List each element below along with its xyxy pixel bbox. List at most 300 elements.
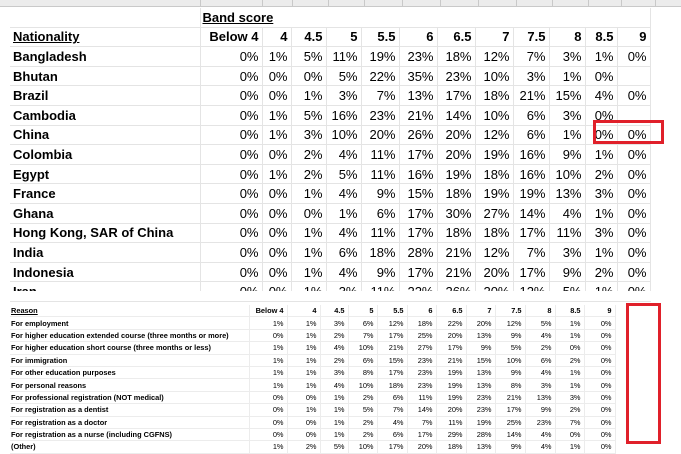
- value-cell[interactable]: 1%: [287, 342, 320, 354]
- value-cell[interactable]: 6%: [361, 203, 399, 223]
- value-cell[interactable]: 9%: [495, 329, 525, 341]
- value-cell[interactable]: 12%: [475, 47, 513, 67]
- value-cell[interactable]: 4%: [326, 184, 361, 204]
- value-cell[interactable]: 0%: [584, 391, 615, 403]
- value-cell[interactable]: 0%: [200, 243, 262, 263]
- value-cell[interactable]: 4%: [326, 145, 361, 165]
- reason-cell[interactable]: (Other): [10, 441, 249, 453]
- value-cell[interactable]: 1%: [291, 243, 326, 263]
- value-cell[interactable]: 2%: [348, 416, 377, 428]
- value-cell[interactable]: 0%: [617, 47, 650, 67]
- value-cell[interactable]: 0%: [200, 262, 262, 282]
- value-cell[interactable]: 20%: [436, 329, 466, 341]
- value-cell[interactable]: 0%: [584, 416, 615, 428]
- value-cell[interactable]: 14%: [495, 428, 525, 440]
- score-header[interactable]: 5: [326, 27, 361, 47]
- value-cell[interactable]: 16%: [513, 164, 549, 184]
- score-header[interactable]: 6: [399, 27, 437, 47]
- value-cell[interactable]: 1%: [555, 317, 584, 329]
- value-cell[interactable]: 1%: [262, 105, 291, 125]
- nationality-cell[interactable]: Indonesia: [10, 262, 200, 282]
- reason-cell[interactable]: For employment: [10, 317, 249, 329]
- score-header[interactable]: 4.5: [320, 305, 348, 317]
- value-cell[interactable]: [617, 66, 650, 86]
- value-cell[interactable]: 10%: [326, 125, 361, 145]
- value-cell[interactable]: 20%: [437, 145, 475, 165]
- value-cell[interactable]: 19%: [436, 366, 466, 378]
- value-cell[interactable]: 35%: [399, 66, 437, 86]
- value-cell[interactable]: 11%: [361, 164, 399, 184]
- value-cell[interactable]: 23%: [361, 105, 399, 125]
- value-cell[interactable]: 0%: [287, 416, 320, 428]
- reason-header[interactable]: Reason: [10, 305, 249, 317]
- value-cell[interactable]: 0%: [585, 105, 617, 125]
- value-cell[interactable]: 15%: [377, 354, 407, 366]
- value-cell[interactable]: 27%: [475, 203, 513, 223]
- value-cell[interactable]: 7%: [513, 243, 549, 263]
- value-cell[interactable]: 4%: [320, 379, 348, 391]
- nationality-cell[interactable]: Cambodia: [10, 105, 200, 125]
- value-cell[interactable]: 0%: [249, 404, 287, 416]
- value-cell[interactable]: 1%: [585, 203, 617, 223]
- value-cell[interactable]: 1%: [555, 366, 584, 378]
- value-cell[interactable]: 18%: [437, 47, 475, 67]
- score-header[interactable]: 7.5: [495, 305, 525, 317]
- value-cell[interactable]: 20%: [437, 125, 475, 145]
- value-cell[interactable]: 18%: [437, 223, 475, 243]
- value-cell[interactable]: 17%: [399, 223, 437, 243]
- value-cell[interactable]: 2%: [348, 428, 377, 440]
- value-cell[interactable]: 1%: [320, 428, 348, 440]
- value-cell[interactable]: 3%: [549, 105, 585, 125]
- value-cell[interactable]: 3%: [320, 366, 348, 378]
- value-cell[interactable]: 0%: [262, 203, 291, 223]
- reason-cell[interactable]: For professional registration (NOT medical): [10, 391, 249, 403]
- value-cell[interactable]: 6%: [348, 354, 377, 366]
- score-header[interactable]: 7: [475, 27, 513, 47]
- value-cell[interactable]: 15%: [399, 184, 437, 204]
- value-cell[interactable]: 3%: [291, 125, 326, 145]
- value-cell[interactable]: 18%: [475, 223, 513, 243]
- value-cell[interactable]: 0%: [200, 47, 262, 67]
- value-cell[interactable]: 10%: [348, 441, 377, 453]
- value-cell[interactable]: 5%: [320, 441, 348, 453]
- value-cell[interactable]: 1%: [249, 317, 287, 329]
- value-cell[interactable]: 0%: [262, 86, 291, 106]
- value-cell[interactable]: 16%: [399, 164, 437, 184]
- value-cell[interactable]: 3%: [525, 379, 555, 391]
- value-cell[interactable]: 20%: [466, 317, 495, 329]
- value-cell[interactable]: 3%: [549, 47, 585, 67]
- value-cell[interactable]: 23%: [466, 391, 495, 403]
- value-cell[interactable]: 23%: [407, 379, 436, 391]
- value-cell[interactable]: 1%: [262, 125, 291, 145]
- nationality-cell[interactable]: Hong Kong, SAR of China: [10, 223, 200, 243]
- value-cell[interactable]: 6%: [513, 105, 549, 125]
- score-header[interactable]: Below 4: [249, 305, 287, 317]
- value-cell[interactable]: 0%: [262, 145, 291, 165]
- value-cell[interactable]: 23%: [407, 354, 436, 366]
- value-cell[interactable]: 1%: [555, 379, 584, 391]
- value-cell[interactable]: 2%: [291, 145, 326, 165]
- score-header[interactable]: 4.5: [291, 27, 326, 47]
- value-cell[interactable]: 1%: [585, 243, 617, 263]
- value-cell[interactable]: 3%: [513, 66, 549, 86]
- value-cell[interactable]: 3%: [326, 86, 361, 106]
- value-cell[interactable]: 0%: [617, 86, 650, 106]
- value-cell[interactable]: 14%: [513, 203, 549, 223]
- value-cell[interactable]: 17%: [399, 203, 437, 223]
- value-cell[interactable]: 2%: [555, 404, 584, 416]
- value-cell[interactable]: 2%: [555, 354, 584, 366]
- value-cell[interactable]: 7%: [348, 329, 377, 341]
- score-header[interactable]: 7: [466, 305, 495, 317]
- value-cell[interactable]: 11%: [361, 145, 399, 165]
- value-cell[interactable]: 23%: [399, 47, 437, 67]
- value-cell[interactable]: 19%: [466, 416, 495, 428]
- value-cell[interactable]: 17%: [377, 366, 407, 378]
- value-cell[interactable]: 13%: [399, 86, 437, 106]
- value-cell[interactable]: 3%: [320, 317, 348, 329]
- value-cell[interactable]: 1%: [291, 262, 326, 282]
- value-cell[interactable]: 1%: [291, 184, 326, 204]
- value-cell[interactable]: 4%: [326, 223, 361, 243]
- value-cell[interactable]: 1%: [249, 342, 287, 354]
- value-cell[interactable]: 5%: [326, 66, 361, 86]
- value-cell[interactable]: 29%: [436, 428, 466, 440]
- value-cell[interactable]: 1%: [320, 391, 348, 403]
- value-cell[interactable]: 0%: [584, 379, 615, 391]
- value-cell[interactable]: 12%: [495, 317, 525, 329]
- value-cell[interactable]: 16%: [326, 105, 361, 125]
- value-cell[interactable]: 1%: [262, 47, 291, 67]
- nationality-cell[interactable]: Colombia: [10, 145, 200, 165]
- value-cell[interactable]: 0%: [617, 164, 650, 184]
- value-cell[interactable]: 17%: [399, 145, 437, 165]
- reason-cell[interactable]: For registration as a dentist: [10, 404, 249, 416]
- value-cell[interactable]: 0%: [262, 184, 291, 204]
- band-score-label[interactable]: Band score: [200, 8, 650, 27]
- value-cell[interactable]: 9%: [495, 366, 525, 378]
- value-cell[interactable]: 10%: [495, 354, 525, 366]
- value-cell[interactable]: 1%: [291, 86, 326, 106]
- value-cell[interactable]: 0%: [200, 66, 262, 86]
- value-cell[interactable]: 0%: [555, 428, 584, 440]
- value-cell[interactable]: 11%: [326, 47, 361, 67]
- nationality-cell[interactable]: Brazil: [10, 86, 200, 106]
- value-cell[interactable]: 1%: [249, 379, 287, 391]
- score-header[interactable]: 5.5: [377, 305, 407, 317]
- value-cell[interactable]: 2%: [291, 164, 326, 184]
- value-cell[interactable]: 20%: [361, 125, 399, 145]
- value-cell[interactable]: 5%: [525, 317, 555, 329]
- value-cell[interactable]: 7%: [407, 416, 436, 428]
- value-cell[interactable]: 1%: [249, 441, 287, 453]
- value-cell[interactable]: 1%: [326, 203, 361, 223]
- value-cell[interactable]: 1%: [585, 145, 617, 165]
- value-cell[interactable]: 7%: [361, 86, 399, 106]
- reason-cell[interactable]: For personal reasons: [10, 379, 249, 391]
- value-cell[interactable]: 20%: [407, 441, 436, 453]
- value-cell[interactable]: 3%: [555, 391, 584, 403]
- value-cell[interactable]: 4%: [525, 329, 555, 341]
- value-cell[interactable]: 1%: [249, 354, 287, 366]
- value-cell[interactable]: 2%: [585, 164, 617, 184]
- value-cell[interactable]: 8%: [495, 379, 525, 391]
- value-cell[interactable]: 3%: [585, 184, 617, 204]
- value-cell[interactable]: 1%: [287, 317, 320, 329]
- value-cell[interactable]: 4%: [525, 441, 555, 453]
- nationality-cell[interactable]: India: [10, 243, 200, 263]
- value-cell[interactable]: 0%: [262, 223, 291, 243]
- value-cell[interactable]: 0%: [555, 342, 584, 354]
- value-cell[interactable]: 1%: [287, 329, 320, 341]
- value-cell[interactable]: 20%: [475, 262, 513, 282]
- nationality-cell[interactable]: Bhutan: [10, 66, 200, 86]
- value-cell[interactable]: 19%: [436, 391, 466, 403]
- value-cell[interactable]: 19%: [475, 184, 513, 204]
- value-cell[interactable]: 12%: [377, 317, 407, 329]
- value-cell[interactable]: 28%: [399, 243, 437, 263]
- value-cell[interactable]: 27%: [407, 342, 436, 354]
- value-cell[interactable]: 1%: [585, 47, 617, 67]
- value-cell[interactable]: 23%: [466, 404, 495, 416]
- value-cell[interactable]: 19%: [361, 47, 399, 67]
- value-cell[interactable]: 0%: [585, 66, 617, 86]
- value-cell[interactable]: 1%: [262, 164, 291, 184]
- score-header[interactable]: 8.5: [555, 305, 584, 317]
- value-cell[interactable]: 0%: [584, 354, 615, 366]
- value-cell[interactable]: 0%: [584, 366, 615, 378]
- score-header[interactable]: 6: [407, 305, 436, 317]
- value-cell[interactable]: 5%: [326, 164, 361, 184]
- value-cell[interactable]: 17%: [495, 404, 525, 416]
- value-cell[interactable]: 0%: [200, 164, 262, 184]
- value-cell[interactable]: 1%: [320, 416, 348, 428]
- value-cell[interactable]: 17%: [399, 262, 437, 282]
- reason-cell[interactable]: For registration as a doctor: [10, 416, 249, 428]
- value-cell[interactable]: 2%: [585, 262, 617, 282]
- value-cell[interactable]: 0%: [584, 404, 615, 416]
- value-cell[interactable]: 9%: [466, 342, 495, 354]
- value-cell[interactable]: 6%: [525, 354, 555, 366]
- value-cell[interactable]: 9%: [525, 404, 555, 416]
- value-cell[interactable]: 6%: [348, 317, 377, 329]
- value-cell[interactable]: 13%: [466, 366, 495, 378]
- value-cell[interactable]: 5%: [291, 47, 326, 67]
- value-cell[interactable]: 0%: [249, 391, 287, 403]
- value-cell[interactable]: 0%: [617, 145, 650, 165]
- value-cell[interactable]: 9%: [549, 145, 585, 165]
- reason-cell[interactable]: For immigration: [10, 354, 249, 366]
- value-cell[interactable]: 11%: [407, 391, 436, 403]
- nationality-header[interactable]: Nationality: [10, 27, 200, 47]
- value-cell[interactable]: 0%: [262, 243, 291, 263]
- score-header[interactable]: 9: [617, 27, 650, 47]
- value-cell[interactable]: 18%: [361, 243, 399, 263]
- value-cell[interactable]: 15%: [466, 354, 495, 366]
- value-cell[interactable]: 1%: [249, 366, 287, 378]
- value-cell[interactable]: 10%: [475, 105, 513, 125]
- value-cell[interactable]: 7%: [555, 416, 584, 428]
- value-cell[interactable]: 4%: [377, 416, 407, 428]
- value-cell[interactable]: 10%: [348, 379, 377, 391]
- value-cell[interactable]: 18%: [436, 441, 466, 453]
- value-cell[interactable]: 21%: [399, 105, 437, 125]
- value-cell[interactable]: 30%: [437, 203, 475, 223]
- value-cell[interactable]: 10%: [549, 164, 585, 184]
- value-cell[interactable]: 13%: [466, 441, 495, 453]
- score-header[interactable]: 9: [584, 305, 615, 317]
- nationality-cell[interactable]: France: [10, 184, 200, 204]
- value-cell[interactable]: 0%: [584, 441, 615, 453]
- score-header[interactable]: 7.5: [513, 27, 549, 47]
- value-cell[interactable]: 5%: [495, 342, 525, 354]
- value-cell[interactable]: 18%: [475, 164, 513, 184]
- value-cell[interactable]: 18%: [377, 379, 407, 391]
- score-header[interactable]: 5.5: [361, 27, 399, 47]
- value-cell[interactable]: 0%: [584, 428, 615, 440]
- value-cell[interactable]: 0%: [249, 416, 287, 428]
- reason-cell[interactable]: For other education purposes: [10, 366, 249, 378]
- value-cell[interactable]: 0%: [200, 145, 262, 165]
- value-cell[interactable]: 21%: [437, 243, 475, 263]
- value-cell[interactable]: 9%: [361, 262, 399, 282]
- reason-cell[interactable]: For registration as a nurse (including CGFNS): [10, 428, 249, 440]
- value-cell[interactable]: 19%: [513, 184, 549, 204]
- value-cell[interactable]: 1%: [287, 379, 320, 391]
- value-cell[interactable]: 15%: [549, 86, 585, 106]
- value-cell[interactable]: 11%: [361, 223, 399, 243]
- score-header[interactable]: 4: [262, 27, 291, 47]
- value-cell[interactable]: 13%: [466, 379, 495, 391]
- value-cell[interactable]: 0%: [291, 203, 326, 223]
- value-cell[interactable]: 18%: [437, 184, 475, 204]
- value-cell[interactable]: 1%: [555, 329, 584, 341]
- value-cell[interactable]: 13%: [466, 329, 495, 341]
- value-cell[interactable]: 1%: [287, 366, 320, 378]
- value-cell[interactable]: 0%: [200, 105, 262, 125]
- value-cell[interactable]: 28%: [466, 428, 495, 440]
- value-cell[interactable]: 0%: [200, 125, 262, 145]
- value-cell[interactable]: 1%: [549, 66, 585, 86]
- value-cell[interactable]: 4%: [525, 428, 555, 440]
- value-cell[interactable]: 7%: [377, 404, 407, 416]
- value-cell[interactable]: 0%: [584, 329, 615, 341]
- nationality-cell[interactable]: Ghana: [10, 203, 200, 223]
- blank-cell[interactable]: [10, 8, 200, 27]
- value-cell[interactable]: 5%: [291, 105, 326, 125]
- value-cell[interactable]: 18%: [475, 86, 513, 106]
- value-cell[interactable]: 1%: [287, 404, 320, 416]
- value-cell[interactable]: 3%: [549, 243, 585, 263]
- nationality-cell[interactable]: China: [10, 125, 200, 145]
- value-cell[interactable]: 12%: [475, 125, 513, 145]
- value-cell[interactable]: 8%: [348, 366, 377, 378]
- value-cell[interactable]: 14%: [437, 105, 475, 125]
- value-cell[interactable]: 4%: [585, 86, 617, 106]
- value-cell[interactable]: 19%: [436, 379, 466, 391]
- value-cell[interactable]: 0%: [291, 66, 326, 86]
- value-cell[interactable]: 1%: [291, 223, 326, 243]
- value-cell[interactable]: 0%: [287, 391, 320, 403]
- value-cell[interactable]: 5%: [348, 404, 377, 416]
- score-header[interactable]: 5: [348, 305, 377, 317]
- value-cell[interactable]: 6%: [377, 391, 407, 403]
- value-cell[interactable]: 0%: [617, 243, 650, 263]
- value-cell[interactable]: 17%: [436, 342, 466, 354]
- value-cell[interactable]: 0%: [249, 428, 287, 440]
- value-cell[interactable]: 19%: [475, 145, 513, 165]
- value-cell[interactable]: 4%: [549, 203, 585, 223]
- value-cell[interactable]: 22%: [361, 66, 399, 86]
- value-cell[interactable]: 7%: [513, 47, 549, 67]
- value-cell[interactable]: 9%: [495, 441, 525, 453]
- value-cell[interactable]: 1%: [549, 125, 585, 145]
- value-cell[interactable]: 16%: [513, 145, 549, 165]
- score-header[interactable]: 6.5: [436, 305, 466, 317]
- value-cell[interactable]: 11%: [436, 416, 466, 428]
- value-cell[interactable]: 26%: [399, 125, 437, 145]
- value-cell[interactable]: 1%: [320, 404, 348, 416]
- reason-cell[interactable]: For higher education short course (three months or less): [10, 342, 249, 354]
- value-cell[interactable]: 21%: [513, 86, 549, 106]
- value-cell[interactable]: 0%: [200, 86, 262, 106]
- value-cell[interactable]: 0%: [262, 66, 291, 86]
- value-cell[interactable]: 17%: [377, 329, 407, 341]
- value-cell[interactable]: 3%: [585, 223, 617, 243]
- value-cell[interactable]: 2%: [320, 354, 348, 366]
- reason-cell[interactable]: For higher education extended course (three months or more): [10, 329, 249, 341]
- value-cell[interactable]: 0%: [287, 428, 320, 440]
- score-header[interactable]: 8: [525, 305, 555, 317]
- value-cell[interactable]: 0%: [617, 125, 650, 145]
- value-cell[interactable]: 4%: [525, 366, 555, 378]
- value-cell[interactable]: 0%: [617, 262, 650, 282]
- value-cell[interactable]: 6%: [377, 428, 407, 440]
- score-header[interactable]: 4: [287, 305, 320, 317]
- value-cell[interactable]: 10%: [348, 342, 377, 354]
- value-cell[interactable]: 25%: [407, 329, 436, 341]
- value-cell[interactable]: 23%: [525, 416, 555, 428]
- value-cell[interactable]: 17%: [437, 86, 475, 106]
- value-cell[interactable]: 0%: [584, 342, 615, 354]
- value-cell[interactable]: 21%: [377, 342, 407, 354]
- value-cell[interactable]: 14%: [407, 404, 436, 416]
- nationality-cell[interactable]: Egypt: [10, 164, 200, 184]
- value-cell[interactable]: 0%: [200, 184, 262, 204]
- value-cell[interactable]: 20%: [436, 404, 466, 416]
- value-cell[interactable]: 17%: [377, 441, 407, 453]
- score-header[interactable]: 8.5: [585, 27, 617, 47]
- score-header[interactable]: 8: [549, 27, 585, 47]
- value-cell[interactable]: 4%: [326, 262, 361, 282]
- value-cell[interactable]: 2%: [348, 391, 377, 403]
- value-cell[interactable]: 11%: [549, 223, 585, 243]
- value-cell[interactable]: 0%: [617, 223, 650, 243]
- value-cell[interactable]: 17%: [407, 428, 436, 440]
- value-cell[interactable]: 13%: [549, 184, 585, 204]
- value-cell[interactable]: 17%: [513, 262, 549, 282]
- value-cell[interactable]: 21%: [436, 354, 466, 366]
- value-cell[interactable]: 9%: [549, 262, 585, 282]
- value-cell[interactable]: 19%: [437, 164, 475, 184]
- value-cell[interactable]: 18%: [407, 317, 436, 329]
- value-cell[interactable]: 21%: [437, 262, 475, 282]
- value-cell[interactable]: 0%: [585, 125, 617, 145]
- value-cell[interactable]: 0%: [200, 223, 262, 243]
- nationality-cell[interactable]: Bangladesh: [10, 47, 200, 67]
